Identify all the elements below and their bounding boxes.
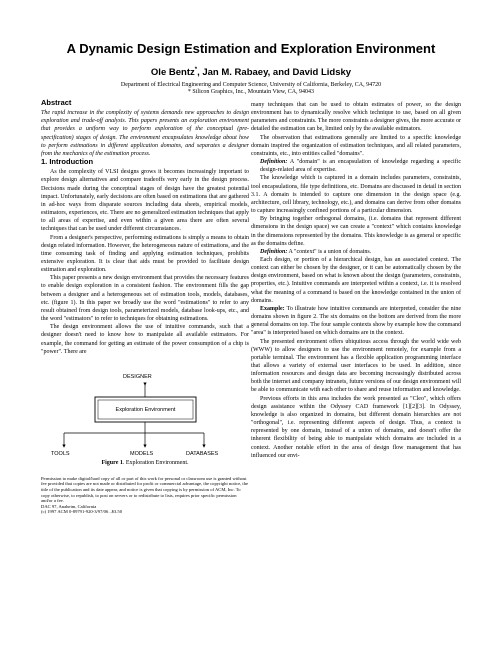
paragraph: The presented environment offers ubiquitous access through the world wide web (WWW) to allow designers to use the environment remotely, for example from a portable terminal. The environment has a flexible application programming interface that allows a variety of external user interfaces to be used. In addition, since information resources and design data are becoming increasingly distributed across both the internet and company intranets, future versions of our design environment will be able to communicate with each other to share and reuse information and knowledge.	[251, 338, 461, 394]
affiliation-primary: Department of Electrical Engineering and Computer Science, University of California, Berkeley, CA, 94720	[120, 82, 382, 88]
paper-title: A Dynamic Design Estimation and Exploration Environment	[66, 41, 436, 56]
paragraph: The observation that estimations generally are limited to a specific knowledge domain inspired the organization of estimation techniques, and all related parameters, constraints, etc., into entities called "domains".	[251, 134, 461, 157]
definition-term: Definition:	[260, 159, 288, 166]
figure-1	[41, 358, 249, 483]
definition-domain	[251, 158, 461, 174]
example-paragraph	[251, 305, 461, 338]
section-heading-intro: 1. Introduction	[41, 157, 94, 167]
tools-label: TOOLS	[51, 450, 70, 457]
paragraph: many techniques that can be used to obtain estimates of power, so the design environment has to dynamically resolve which technique to use, based on all given parameters and constraints. The more constraints a designer gives, the more accurate or detailed the estimation can be, limited only by the available estimators.	[251, 102, 461, 133]
copyright-line: (c) 1997 ACM 0-89791-920-3/97/06 ..$3.50	[41, 509, 123, 515]
figure-caption-text: . Exploration Environment.	[122, 459, 189, 466]
example-text: To illustrate how intuitive commands are interpreted, consider the nine domains shown in figure 2. The six domains on the bottom are derived from the more general domains on top. The four sample contexts show by example how the command "area" is interpreted based on which domains are in the context.	[251, 305, 461, 337]
paragraph: From a designer's perspective, performing estimations is simply a means to obtain design related information. However, the heterogeneous nature of estimations, and the time consuming task of finding and applying estimation techniques, prohibits extensive exploration. It is clear that aids must be provided to facilitate design estimation and exploration.	[41, 234, 249, 274]
figure-caption	[41, 459, 249, 467]
permission-notice: Permission to make digital/hard copy of all or part of this work for personal or classroom use is granted without fee provided that copies are not made or distributed for profit or commercial advantage, the copyright notice, the title of the publication and its date appear, and notice is given that copying is by permission of ACM, Inc. To copy otherwise, to republish, to post on servers or to redistribute to lists, requires prior specific permission and/or a fee.	[41, 475, 249, 504]
left-column	[41, 99, 249, 515]
abstract-heading: Abstract	[41, 98, 72, 107]
models-label: MODELS	[130, 450, 154, 457]
example-term: Example:	[260, 305, 285, 312]
paragraph: By bringing together orthogonal domains, (i.e. domains that represent different dimensions in the design space) we can create a "context" which contains knowledge in the dimensions represented by the domains. This knowledge is as general or specific as the domains define.	[251, 216, 461, 247]
author-name: Ole Bentz	[150, 67, 195, 79]
conference-line: DAC 97, Anaheim, California	[41, 503, 97, 509]
paragraph: The design environment allows the use of intuitive commands, such that a designer doesn't need to know how to manipulate all available estimators. For example, the command for getting an estimate of the power consumption of a chip is "power". There are	[41, 324, 249, 355]
definition-term: Definition:	[260, 248, 288, 255]
environment-label: Exploration Environment	[115, 406, 176, 413]
abstract-body: The rapid increase in the complexity of systems demands new approaches to design exploration and trade-off analysis. This papers presents an exploration environment that provides a uniform way to perform exploration of the conceptual (pre-specification) stages of design. The environment encapsulates knowledge about how to perform estimations in different application domains, and separates a designer from the mechanics of the estimation process.	[41, 110, 249, 157]
figure-number: Figure 1	[101, 459, 123, 466]
designer-label: DESIGNER	[123, 373, 152, 380]
author-names-rest: , Jan M. Rabaey, and David Lidsky	[197, 67, 352, 79]
paragraph: This paper presents a new design environment that provides the necessary features to enable design exploration in a consistent fashion. The environment fills the gap between a designer and a heterogeneous set of estimation tools, models, databases, etc. (figure 1). In this paper we broadly use the word "estimations" to refer to any result obtained from design tools, parameterized models, database look-ups, etc., and the word "estimators" to refer to techniques for obtaining estimations.	[41, 275, 249, 323]
author-line	[0, 67, 502, 78]
definition-text: A "context" is a union of domains.	[287, 248, 372, 255]
right-column	[251, 101, 461, 460]
paragraph: Previous efforts in this area includes the work presented as "Cleo", which offers design assistance within the Odyssey CAD framework [1][2][3]. In Odyssey, knowledge is also organized in domains, but different domain hierarchies are not "orthogonal", i.e. representing different aspects of design. Thus, a context is represented by one domain, instead of a union of domains, and doesn't offer the inherent flexibility of being able to manipulate which domains are included in a context. Another notable effort in the area of design flow management that has influenced our envi-	[251, 395, 461, 459]
paragraph: The knowledge which is captured in a domain includes parameters, constraints, tool encapsulations, file type definitions, etc. Domains are discussed in detail in section 3.1. A domain is intended to capture one dimension in the design space (e.g. architecture, cell library, technology, etc.), and domains can derive from other domains to capture increasingly confined portions of a particular dimension.	[251, 175, 461, 215]
definition-context	[251, 248, 461, 256]
definition-text: A "domain" is an encapsulation of knowledge regarding a specific design-related area of expertise.	[260, 159, 461, 174]
paragraph: Each design, or portion of a hierarchical design, has an associated context. The context can either be chosen by the designer, or it can be automatically chosen by the design environment, based on what is known about the design (parameters, constraints, properties, etc.). Intuitive commands are interpreted within a context, i.e. it is resolved what the meaning of a command is based on the knowledge contained in the union of domains.	[251, 256, 461, 304]
affiliation-mark: *	[194, 67, 198, 73]
databases-label: DATABASES	[186, 450, 219, 457]
paragraph: As the complexity of VLSI designs grows it becomes increasingly important to explore design alternatives and compare tradeoffs very early in the design process. Decisions made during the conceptual stages of design have the greatest potential impact. Unfortunately, early decisions are often based on estimations that are gathered in ad-hoc ways from disparate sources including data sheets, empirical models, estimators, experiences, etc. There are no generalized estimation techniques that apply to all areas of expertise, and even within a given area there are often several techniques that can be used under different circumstances.	[41, 169, 249, 233]
affiliation-secondary: * Silicon Graphics, Inc., Mountain View, CA, 94043	[187, 89, 315, 95]
